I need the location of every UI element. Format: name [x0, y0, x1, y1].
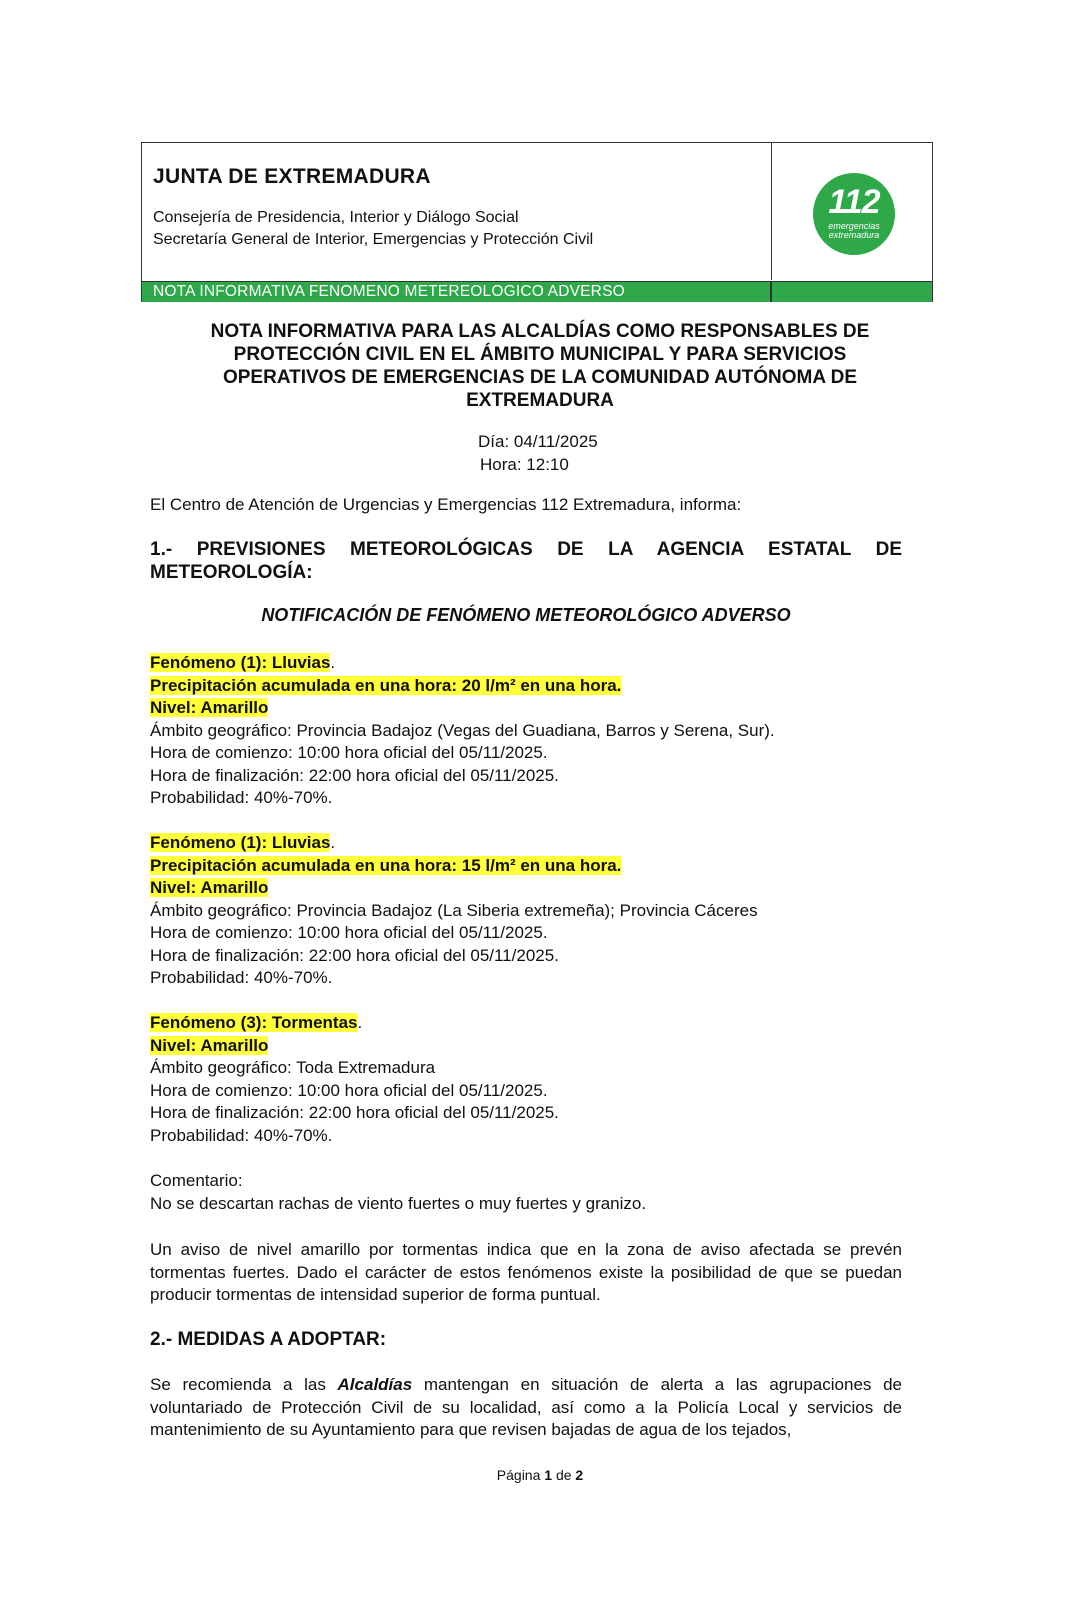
- phenomenon-3-probability: Probabilidad: 40%-70%.: [150, 1125, 333, 1145]
- phenomenon-2: Fenómeno (1): Lluvias. Precipitación acumulada en una hora: 15 l/m² en una hora. Nivel: Amarillo Ámbito geográfico: Provincia Badajoz (La Siberia extremeña); Provincia Cáceres Hora de comienzo: 10:00 hora oficial del 05/11/2025. Hora de finalización: 22:00 hora oficial del 05/11/2025. Probabilidad: 40%-70%.: [150, 832, 910, 990]
- letterhead-left: [142, 143, 770, 280]
- phenomenon-3-area: Ámbito geográfico: Toda Extremadura: [150, 1058, 436, 1077]
- letterhead-band: [142, 281, 932, 302]
- footer-page-number: 1: [544, 1467, 553, 1483]
- emergencias-112-logo: [813, 173, 895, 255]
- comment-label: Comentario:: [150, 1171, 243, 1190]
- phenomenon-1-probability: Probabilidad: 40%-70%.: [150, 788, 333, 807]
- phenomenon-2-start: Hora de comienzo: 10:00 hora oficial del 05/11/2025.: [150, 923, 548, 942]
- page-footer: [0, 1467, 1080, 1483]
- phenomenon-3-start: Hora de comienzo: 10:00 hora oficial del 05/11/2025.: [150, 1080, 548, 1100]
- phenomenon-2-end: Hora de finalización: 22:00 hora oficial del 05/11/2025.: [150, 945, 559, 965]
- footer-total-pages: 2: [575, 1467, 584, 1483]
- phenomenon-3-end: Hora de finalización: 22:00 hora oficial del 05/11/2025.: [150, 1103, 559, 1122]
- date-day: Día: 04/11/2025: [478, 432, 598, 451]
- logo-subtitle-1: emergencias: [828, 221, 880, 231]
- phenomenon-2-area: Ámbito geográfico: Provincia Badajoz (La Siberia extremeña); Provincia Cáceres: [150, 900, 758, 920]
- phenomenon-1-area: Ámbito geográfico: Provincia Badajoz (Vegas del Guadiana, Barros y Serena, Sur).: [150, 720, 775, 740]
- title-line-3: OPERATIVOS DE EMERGENCIAS DE LA COMUNIDAD AUTÓNOMA DE: [222, 367, 858, 388]
- title-line-4: EXTREMADURA: [466, 390, 614, 411]
- letterhead-logo-cell: [771, 143, 934, 280]
- letterhead-box: [141, 142, 933, 302]
- section-1-title: [150, 538, 902, 584]
- phenomenon-1-precipitation: Precipitación acumulada en una hora: 20 l/m² en una hora.: [150, 675, 622, 695]
- section-1-title-line-1: 1.- PREVISIONES METEOROLÓGICAS DE LA AGENCIA ESTATAL DE: [150, 539, 902, 560]
- phenomenon-2-precipitation: Precipitación acumulada en una hora: 15 l/m² en una hora.: [150, 855, 622, 875]
- warning-paragraph: Un aviso de nivel amarillo por tormentas indica que en la zona de aviso afectada se prevén tormentas fuertes. Dado el carácter de estos fenómenos existe la posibilidad de que se puedan producir tormentas de intensidad superior de forma puntual.: [150, 1240, 902, 1304]
- date-hour: Hora: 12:10: [480, 455, 569, 474]
- logo-number: 112: [828, 183, 880, 221]
- title-line-2: PROTECCIÓN CIVIL EN EL ÁMBITO MUNICIPAL Y PARA SERVICIOS: [233, 344, 847, 365]
- phenomenon-1-level: Nivel: Amarillo: [150, 698, 269, 717]
- phenomenon-2-type: Fenómeno (1): Lluvias: [150, 833, 331, 852]
- section-2-text-start: Se recomienda a las: [150, 1375, 338, 1394]
- phenomenon-2-probability: Probabilidad: 40%-70%.: [150, 968, 333, 987]
- footer-prefix: Página: [496, 1467, 541, 1483]
- footer-of: de: [555, 1467, 572, 1483]
- phenomenon-1: Fenómeno (1): Lluvias. Precipitación acumulada en una hora: 20 l/m² en una hora. Nivel: Amarillo Ámbito geográfico: Provincia Badajoz (Vegas del Guadiana, Barros y Serena, Sur). Hora de comienzo: 10:00 hora oficial del 05/11/2025. Hora de finalización: 22:00 hora oficial del 05/11/2025. Probabilidad: 40%-70%.: [150, 652, 910, 810]
- section-2-paragraph: [150, 1374, 902, 1442]
- date-block: [478, 430, 598, 476]
- comment-text: No se descartan rachas de viento fuertes o muy fuertes y granizo.: [150, 1193, 647, 1213]
- comment-block: [150, 1170, 910, 1215]
- dept-line-1: Consejería de Presidencia, Interior y Diálogo Social: [153, 209, 519, 226]
- dept-line-2: Secretaría General de Interior, Emergencias y Protección Civil: [153, 231, 594, 248]
- phenomenon-3-type: Fenómeno (3): Tormentas: [150, 1013, 358, 1032]
- intro-text: El Centro de Atención de Urgencias y Emergencias 112 Extremadura, informa:: [150, 495, 742, 514]
- band-divider: [770, 282, 772, 302]
- phenomenon-3-level: Nivel: Amarillo: [150, 1035, 269, 1055]
- title-line-1: NOTA INFORMATIVA PARA LAS ALCALDÍAS COMO RESPONSABLES DE: [210, 321, 870, 342]
- org-title: JUNTA DE EXTREMADURA: [153, 165, 431, 188]
- logo-subtitle-2: extremadura: [828, 230, 880, 240]
- phenomenon-2-level: Nivel: Amarillo: [150, 878, 269, 897]
- band-text: NOTA INFORMATIVA FENOMENO METEREOLOGICO ADVERSO: [153, 283, 625, 300]
- section-2-text-rest: mantengan en situación de alerta a las agrupaciones de voluntariado de Protección Civil de su localidad, así como a la Policía Local y servicios de mantenimiento de su Ayuntamiento para que revisen bajadas de agua de los tejados,: [150, 1375, 902, 1439]
- phenomenon-1-type: Fenómeno (1): Lluvias: [150, 653, 331, 672]
- section-1-title-line-2: METEOROLOGÍA:: [150, 562, 313, 583]
- phenomenon-1-end: Hora de finalización: 22:00 hora oficial del 05/11/2025.: [150, 765, 559, 785]
- document-title: [160, 320, 920, 412]
- section-2-title: 2.- MEDIDAS A ADOPTAR:: [150, 1329, 387, 1350]
- phenomenon-1-start: Hora de comienzo: 10:00 hora oficial del 05/11/2025.: [150, 743, 548, 762]
- phenomenon-3: Fenómeno (3): Tormentas. Nivel: Amarillo Ámbito geográfico: Toda Extremadura Hora de comienzo: 10:00 hora oficial del 05/11/2025. Hora de finalización: 22:00 hora oficial del 05/11/2025. Probabilidad: 40%-70%.: [150, 1012, 910, 1147]
- section-1-subtitle: NOTIFICACIÓN DE FENÓMENO METEOROLÓGICO ADVERSO: [261, 605, 791, 625]
- section-2-emphasis: Alcaldías: [337, 1375, 413, 1394]
